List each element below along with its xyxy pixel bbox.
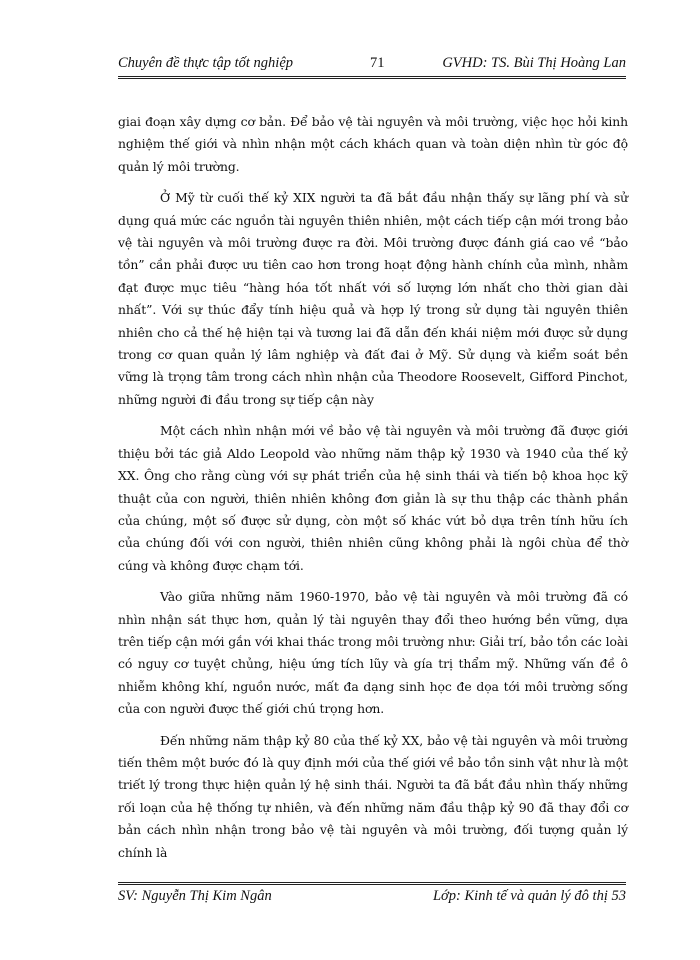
header-supervisor: GVHD: TS. Bùi Thị Hoàng Lan: [442, 55, 626, 71]
paragraph-1: giai đoạn xây dựng cơ bản. Để bảo vệ tài nguyên và môi trường, việc học hỏi kinh nghiệm thế giới và nhìn nhận một cách khách quan và toàn diện nhìn từ góc độ quản lý môi trường.: [118, 114, 628, 174]
header-page-number: 71: [370, 55, 385, 71]
footer-divider: [118, 882, 626, 885]
header-divider: [118, 76, 626, 79]
paragraph-3: Một cách nhìn nhận mới về bảo vệ tài nguyên và môi trường đã được giới thiệu bởi tác giả Aldo Leopold vào những năm thập kỷ 1930 và 1940 của thế kỷ XX. Ông cho rằng cùng với sự phát triển của hệ sinh thái và tiến bộ khoa học kỹ thuật của con người, thiên nhiên không đơn giản là sự thu thập các thành phần của chúng, một số được sử dụng, còn một số khác vứt bỏ dựa trên tính hữu ích của chúng đối với con người, thiên nhiên cũng không phải là ngôi chùa để thờ cúng và không được chạm tới.: [118, 423, 628, 573]
paragraph-2: Ở Mỹ từ cuối thế kỷ XIX người ta đã bắt đầu nhận thấy sự lãng phí và sử dụng quá mức các nguồn tài nguyên thiên nhiên, một cách tiếp cận mới trong bảo vệ tài nguyên và môi trường được ra đời. Môi trường được đánh giá cao về “bảo tồn” cần phải được ưu tiên cao hơn trong hoạt động hành chính của mình, nhằm đạt được mục tiêu “hàng hóa tốt nhất với số lượng lớn nhất cho thời gian dài nhất”. Với sự thúc đẩy tính hiệu quả và hợp lý trong sử dụng tài nguyên thiên nhiên cho cả thế hệ hiện tại và tương lai đã dẫn đến khái niệm mới được sử dụng trong cơ quan quản lý lâm nghiệp và đất đai ở Mỹ. Sử dụng và kiểm soát bền vững là trọng tâm trong cách nhìn nhận của Theodore Roosevelt, Gifford Pinchot, những người đi đầu trong sự tiếp cận này: [118, 190, 628, 407]
paragraph-4: Vào giữa những năm 1960-1970, bảo vệ tài nguyên và môi trường đã có nhìn nhận sát thực hơn, quản lý tài nguyên thay đổi theo hướng bền vững, dựa trên tiếp cận mới gắn với khai thác trong môi trường như: Giải trí, bảo tồn các loài có nguy cơ tuyệt chủng, hiệu ứng tích lũy và gía trị thẩm mỹ. Những vấn đề ô nhiễm không khí, nguồn nước, mất đa dạng sinh học đe dọa tới môi trường sống của con người được thế giới chú trọng hơn.: [118, 589, 628, 717]
footer-student-name: SV: Nguyễn Thị Kim Ngân: [118, 888, 272, 904]
page-footer: [118, 886, 626, 908]
header-document-title: Chuyên đề thực tập tốt nghiệp: [118, 55, 294, 71]
document-body: [118, 111, 628, 873]
paragraph-5: Đến những năm thập kỷ 80 của thế kỷ XX, bảo vệ tài nguyên và môi trường tiến thêm một bước đó là quy định mới của thế giới về bảo tồn sinh vật như là một triết lý trong thực hiện quản lý hệ sinh thái. Người ta đã bắt đầu nhìn thấy những rối loạn của hệ thống tự nhiên, và đến những năm đầu thập kỷ 90 đã thay đổi cơ bản cách nhìn nhận trong bảo vệ tài nguyên và môi trường, đối tượng quản lý chính là: [118, 732, 628, 860]
footer-class-name: Lớp: Kinh tế và quản lý đô thị 53: [432, 888, 626, 904]
page-header: [118, 52, 626, 74]
